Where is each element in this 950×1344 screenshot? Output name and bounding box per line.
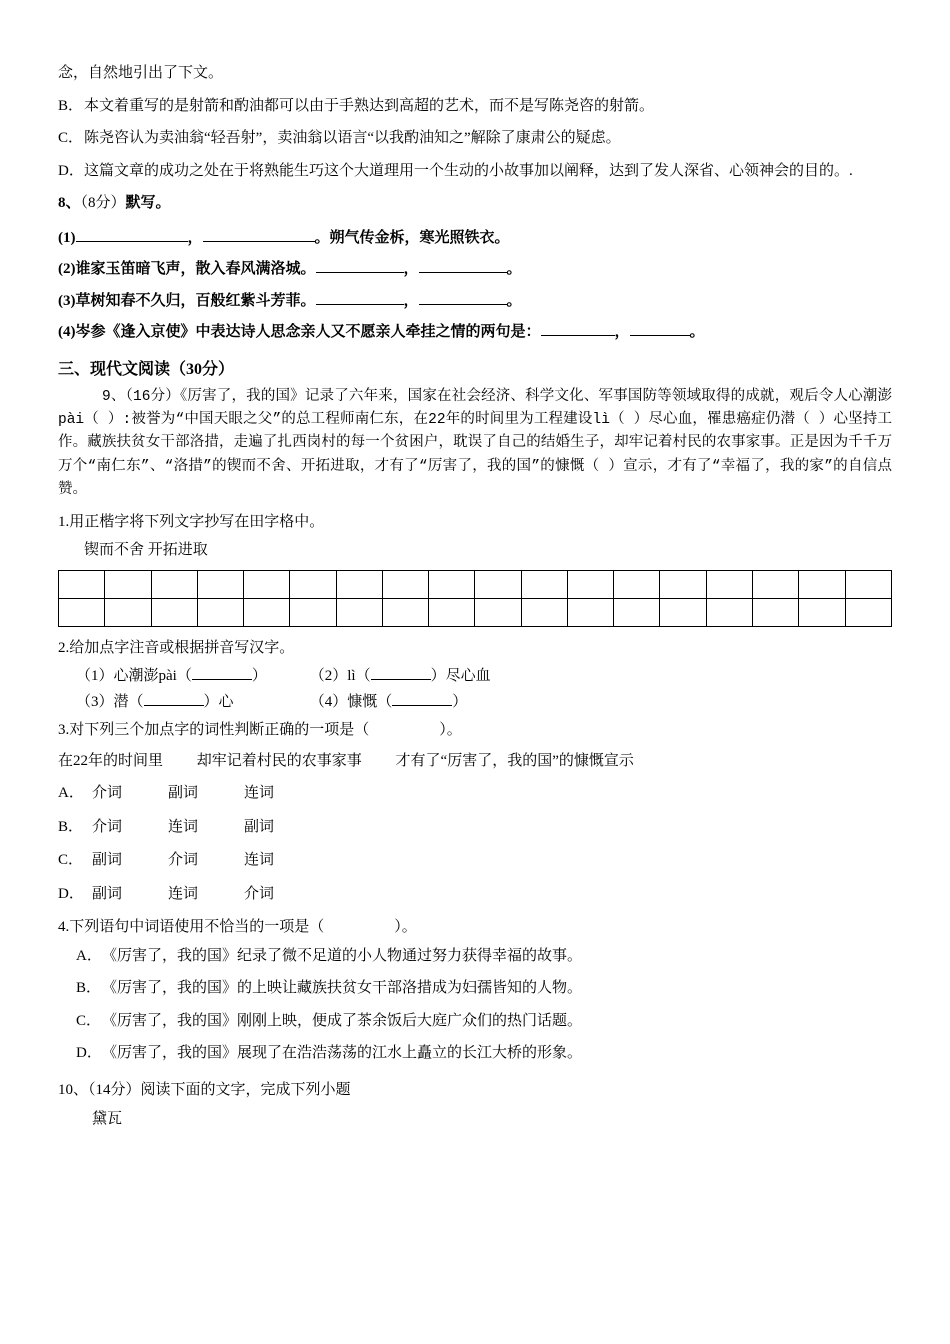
table-row [59,570,892,598]
tianzige-grid[interactable] [58,570,892,627]
grid-cell[interactable] [799,598,845,626]
grid-cell[interactable] [567,598,613,626]
answer-blank[interactable] [316,304,404,305]
question-10 [58,1079,892,1131]
grid-cell[interactable] [105,570,151,598]
grid-cell[interactable] [151,598,197,626]
q9-sub4: 4.下列语句中词语使用不恰当的一项是（ ）。 [58,919,417,936]
grid-cell[interactable] [614,570,660,598]
grid-cell[interactable] [290,598,336,626]
grid-cell[interactable] [197,570,243,598]
q9-sub4-choice-d[interactable]: D．《厉害了，我的国》展现了在浩浩荡荡的江水上矗立的长江大桥的形象。 [76,1045,583,1062]
answer-blank[interactable] [630,335,690,336]
q9-sub4-choice-c[interactable]: C．《厉害了，我的国》刚刚上映，便成了茶余饭后大庭广众们的热门话题。 [76,1012,583,1029]
q8-item-1: (1) ， 。朔气传金柝，寒光照铁衣。 [58,229,510,246]
grid-cell[interactable] [105,598,151,626]
q9-sub2-row-1: （1）心潮澎pài（ ） （2）lì（ ）尽心血 [76,668,491,685]
q9-passage: 9、（16分）《厉害了，我的国》记录了六年来，国家在社会经济、科学文化、军事国防等领域取得的成就，观后令人心潮澎pài（ ）:被誉为“中国天眼之父”的总工程师南仁东，在22年的时间里为工程建设lì（ ）尽心血，罹患癌症仍潜（ ）心坚持工作。藏族扶贫女干部洛措，走遍了扎西岗村的每一个贫困户，耽误了自己的结婚生子，却牢记着村民的农事家事。正是因为千千万万个“南仁东”、“洛措”的锲而不舍、开拓进取，才有了“厉害了，我的国”的慷慨（ ）宣示，才有了“幸福了，我的家”的自信点赞。 [58,388,893,499]
q8-header: 8、（8分）默写。 [58,195,171,211]
grid-cell[interactable] [382,570,428,598]
grid-cell[interactable] [660,598,706,626]
grid-cell[interactable] [429,570,475,598]
grid-cell[interactable] [382,598,428,626]
q9-sub3-choice-a[interactable]: A． 介词 副词 连词 [58,785,275,802]
q9-handwrite-sample: 锲而不舍 开拓进取 [84,542,208,559]
table-row [59,598,892,626]
grid-cell[interactable] [521,570,567,598]
answer-blank[interactable] [203,241,315,242]
answer-blank[interactable] [419,304,507,305]
q10-passage-title: 黛瓦 [92,1111,123,1128]
question-9 [58,386,892,1065]
section-title-3: 三、现代文阅读（30分） [58,360,235,378]
grid-cell[interactable] [336,570,382,598]
option-c: C．陈尧咨认为卖油翁“轻吾射”，卖油翁以语言“以我酌油知之”解除了康肃公的疑虑。 [58,130,621,146]
q9-sub3-words: 在22年的时间里 却牢记着村民的农事家事 才有了“厉害了，我的国”的慷慨宣示 [58,752,634,769]
answer-blank[interactable] [144,705,204,706]
grid-cell[interactable] [59,570,105,598]
grid-cell[interactable] [475,598,521,626]
q10-header: 10、（14分）阅读下面的文字，完成下列小题 [58,1081,351,1098]
grid-cell[interactable] [151,570,197,598]
q9-sub2: 2.给加点字注音或根据拼音写汉字。 [58,639,295,656]
top-options-block [58,62,892,182]
grid-cell[interactable] [475,570,521,598]
grid-cell[interactable] [429,598,475,626]
q9-sub4-choice-b[interactable]: B．《厉害了，我的国》的上映让藏族扶贫女干部洛措成为妇孺皆知的人物。 [76,980,583,997]
q9-sub4-choice-a[interactable]: A．《厉害了，我的国》纪录了微不足道的小人物通过努力获得幸福的故事。 [76,947,583,964]
q9-sub3: 3.对下列三个加点字的词性判断正确的一项是（ ）。 [58,722,462,739]
grid-cell[interactable] [244,598,290,626]
grid-cell[interactable] [660,570,706,598]
q9-sub3-choice-d[interactable]: D． 副词 连词 介词 [58,885,275,902]
option-b: B．本文着重写的是射箭和酌油都可以由于手熟达到高超的艺术，而不是写陈尧咨的射箭。 [58,97,655,114]
grid-cell[interactable] [706,570,752,598]
grid-cell[interactable] [752,598,798,626]
grid-cell[interactable] [799,570,845,598]
answer-blank[interactable] [316,272,404,273]
q8-item-3: (3)草树知春不久归，百般红紫斗芳菲。 ， 。 [58,292,522,309]
question-8 [58,192,892,344]
grid-cell[interactable] [197,598,243,626]
grid-cell[interactable] [752,570,798,598]
grid-cell[interactable] [845,570,891,598]
option-continuation: 念，自然地引出了下文。 [58,65,224,81]
grid-cell[interactable] [59,598,105,626]
q9-sub1: 1.用正楷字将下列文字抄写在田字格中。 [58,513,325,530]
q9-sub3-choice-c[interactable]: C． 副词 介词 连词 [58,852,275,869]
grid-cell[interactable] [244,570,290,598]
q8-item-2: (2)谁家玉笛暗飞声，散入春风满洛城。 ， 。 [58,261,522,277]
answer-blank[interactable] [76,241,188,242]
answer-blank[interactable] [419,272,507,273]
q8-item-4: (4)岑参《逢入京使》中表达诗人思念亲人又不愿亲人牵挂之情的两句是： ， 。 [58,324,705,340]
answer-blank[interactable] [371,679,431,680]
grid-cell[interactable] [336,598,382,626]
grid-cell[interactable] [567,570,613,598]
option-d: D．这篇文章的成功之处在于将熟能生巧这个大道理用一个生动的小故事加以阐释，达到了发人深省、心领神会的目的。. [58,162,853,179]
grid-cell[interactable] [706,598,752,626]
answer-blank[interactable] [392,705,452,706]
grid-cell[interactable] [614,598,660,626]
q9-sub3-choice-b[interactable]: B． 介词 连词 副词 [58,818,275,835]
grid-cell[interactable] [845,598,891,626]
answer-blank[interactable] [541,335,615,336]
q9-sub2-row-2: （3）潜（ ）心 （4）慷慨（ ） [76,693,468,710]
answer-blank[interactable] [192,679,252,680]
grid-cell[interactable] [521,598,567,626]
grid-cell[interactable] [290,570,336,598]
